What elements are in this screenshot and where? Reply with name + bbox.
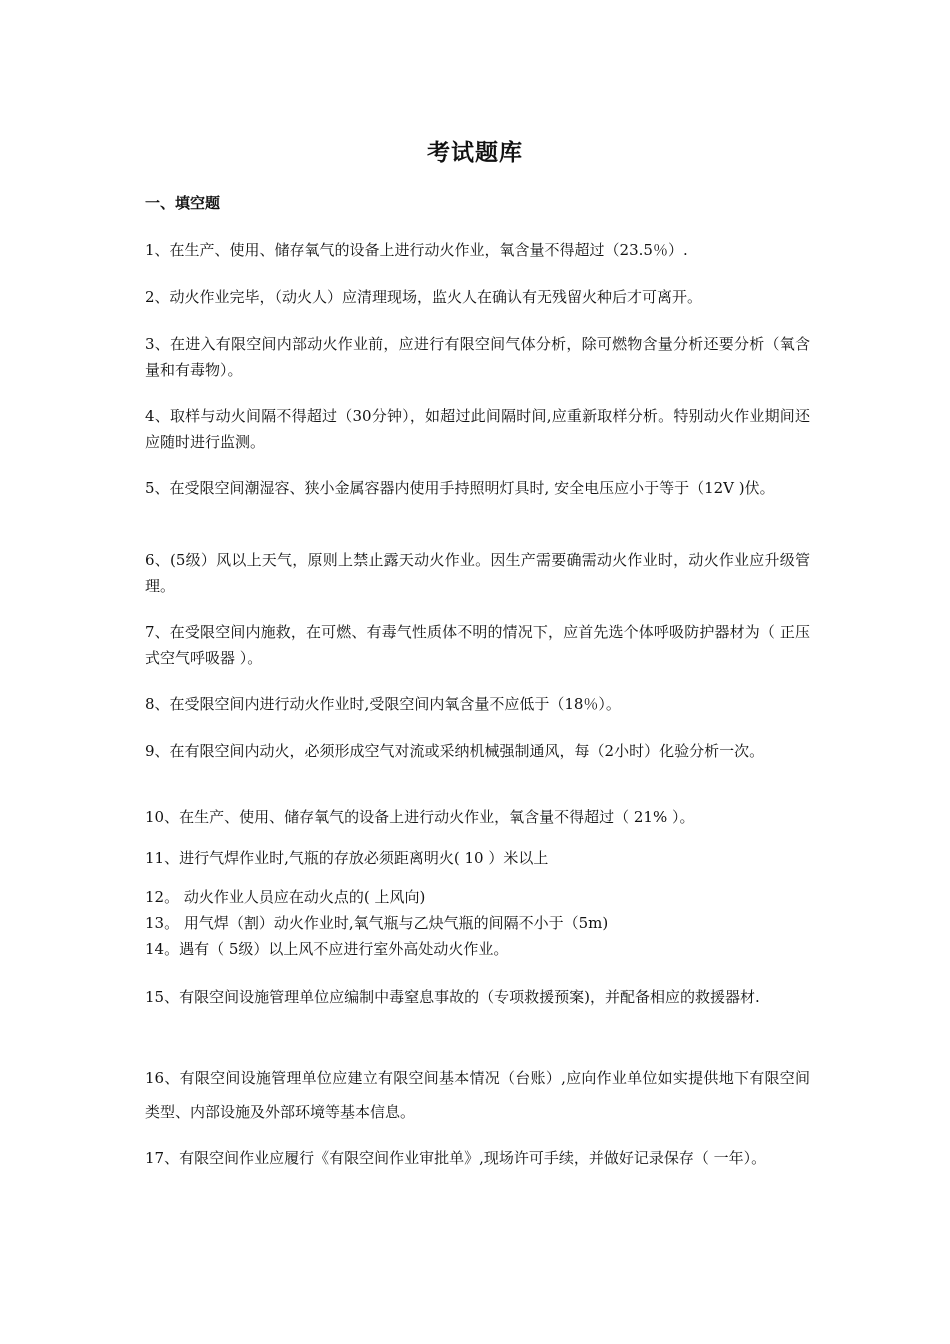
section-heading: 一、填空题 bbox=[145, 194, 221, 212]
question-item: 9、在有限空间内动火，必须形成空气对流或采纳机械强制通风，每（2小时）化验分析一次。 bbox=[145, 742, 765, 760]
question-item: 10、在生产、使用、储存氧气的设备上进行动火作业，氧含量不得超过（ 21% ）。 bbox=[145, 808, 695, 826]
question-item: 3、在进入有限空间内部动火作业前，应进行有限空间气体分析，除可燃物含量分析还要分析（氧含量和有毒物）。 bbox=[145, 335, 810, 379]
question-item: 5、在受限空间潮湿容、狭小金属容器内使用手持照明灯具时, 安全电压应小于等于（12V )伏。 bbox=[145, 479, 775, 497]
question-item: 7、在受限空间内施救，在可燃、有毒气性质体不明的情况下，应首先选个体呼吸防护器材为（ 正压式空气呼吸器 ）。 bbox=[145, 623, 810, 667]
question-item: 17、有限空间作业应履行《有限空间作业审批单》,现场许可手续，并做好记录保存（ 一年）。 bbox=[145, 1149, 767, 1167]
question-item: 16、有限空间设施管理单位应建立有限空间基本情况（台账）,应向作业单位如实提供地下有限空间类型、内部设施及外部环境等基本信息。 bbox=[145, 1069, 810, 1121]
question-item: 1、在生产、使用、储存氧气的设备上进行动火作业，氧含量不得超过（23.5％）. bbox=[145, 241, 688, 259]
question-item: 2、动火作业完毕，（动火人）应清理现场，监火人在确认有无残留火种后才可离开。 bbox=[145, 288, 703, 306]
question-item: 8、在受限空间内进行动火作业时,受限空间内氧含量不应低于（18％）。 bbox=[145, 695, 621, 713]
question-item: 11、进行气焊作业时,气瓶的存放必须距离明火( 10 ）米以上 bbox=[145, 849, 549, 867]
question-item: 4、取样与动火间隔不得超过（30分钟），如超过此间隔时间,应重新取样分析。特别动火作业期间还应随时进行监测。 bbox=[145, 407, 810, 451]
page-title: 考试题库 bbox=[427, 140, 523, 166]
question-item: 15、有限空间设施管理单位应编制中毒窒息事故的（专项救援预案)，并配备相应的救援器材. bbox=[145, 988, 760, 1006]
question-item: 14。遇有（ 5级）以上风不应进行室外高处动火作业。 bbox=[145, 940, 509, 958]
question-item: 12。 动火作业人员应在动火点的( 上风向) bbox=[145, 888, 426, 906]
question-item: 6、(5级）风以上天气，原则上禁止露天动火作业。因生产需要确需动火作业时，动火作业应升级管理。 bbox=[145, 551, 810, 595]
question-item: 13。 用气焊（割）动火作业时,氧气瓶与乙炔气瓶的间隔不小于（5m) bbox=[145, 914, 609, 932]
